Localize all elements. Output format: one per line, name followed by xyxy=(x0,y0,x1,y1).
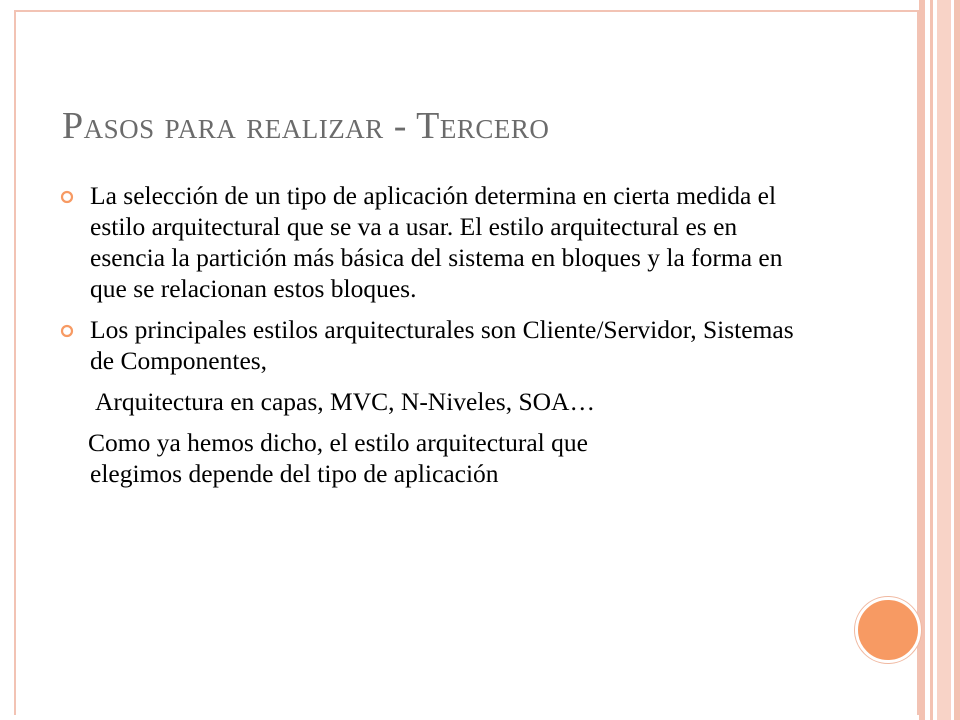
decorative-bar xyxy=(919,0,925,720)
decorative-bar xyxy=(930,0,933,720)
bullet-text: La selección de un tipo de aplicación determina en cierta medida el estilo arquitectural que se va a usar. El estilo arquitectural es en esencia la partición más básica del sistema en bloques y la forma en que se relacionan estos bloques. xyxy=(90,181,783,303)
slide-content xyxy=(58,180,798,489)
bullet-item xyxy=(58,314,798,376)
decorative-bar xyxy=(954,0,960,720)
orange-circle-icon xyxy=(855,597,921,663)
right-decorative-bars xyxy=(919,0,960,720)
continuation-line: elegimos depende del tipo de aplicación xyxy=(90,459,499,488)
slide-title: Pasos para realizar - Tercero xyxy=(62,105,550,147)
circle-bullet-icon xyxy=(60,190,74,204)
continuation-line: Arquitectura en capas, MVC, N-Niveles, SOA… xyxy=(95,387,595,416)
continuation-line: Como ya hemos dicho, el estilo arquitectural que xyxy=(88,428,588,457)
bullet-item xyxy=(58,180,798,304)
bullet-text: Los principales estilos arquitecturales son Cliente/Servidor, Sistemas de Componentes, xyxy=(90,315,794,375)
circle-bullet-icon xyxy=(60,324,74,338)
decorative-bar xyxy=(937,0,951,720)
